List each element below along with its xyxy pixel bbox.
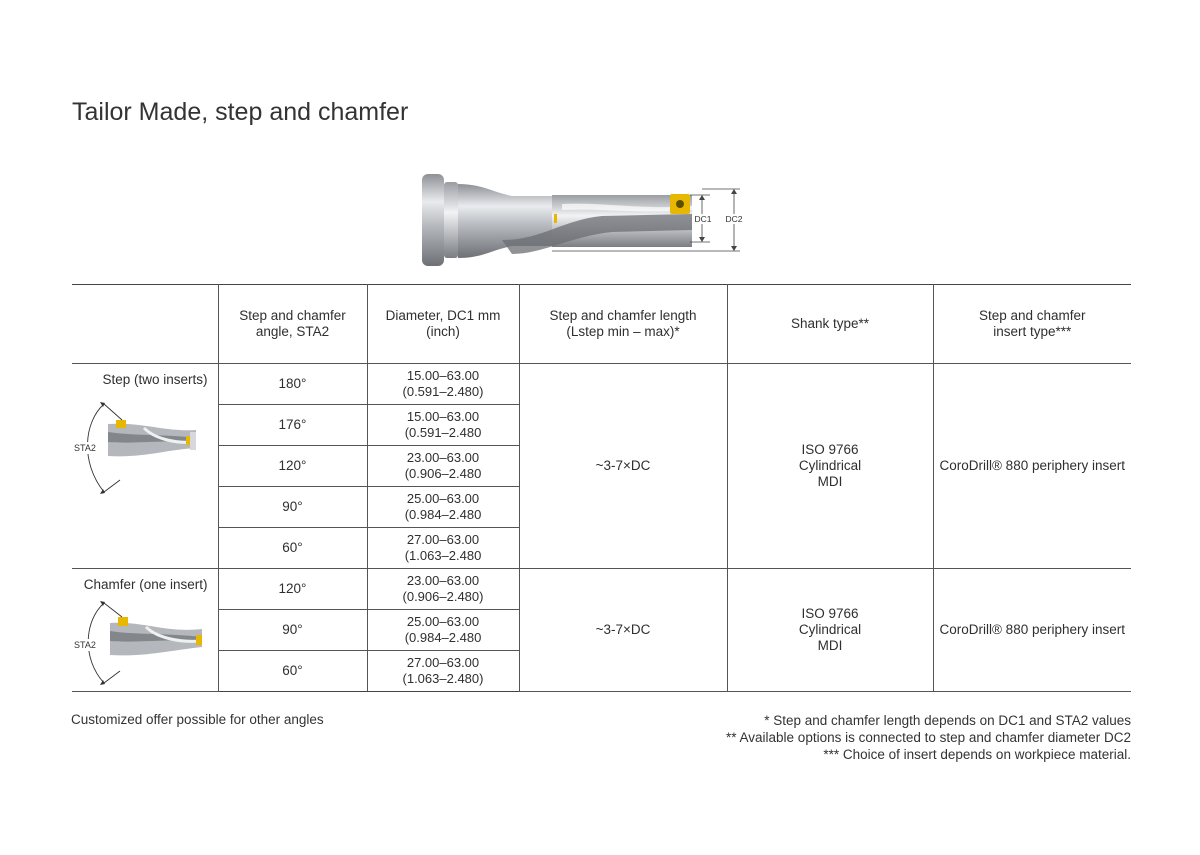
diameter-cell: 15.00–63.00 (0.591–2.480) <box>367 364 519 405</box>
angle-cell: 176° <box>218 405 367 446</box>
diameter-cell: 23.00–63.00 (0.906–2.480 <box>367 446 519 487</box>
footnote-left: Customized offer possible for other angles <box>71 712 324 727</box>
table-header-row <box>72 285 1131 364</box>
diameter-cell: 25.00–63.00 (0.984–2.480 <box>367 487 519 528</box>
diameter-cell: 27.00–63.00 (1.063–2.480 <box>367 528 519 569</box>
flange <box>422 174 444 266</box>
footnote: *** Choice of insert depends on workpiece material. <box>823 747 1131 762</box>
angle-cell: 120° <box>218 446 367 487</box>
drill-illustration <box>412 170 752 270</box>
angle-cell: 90° <box>218 487 367 528</box>
sta2-label: STA2 <box>74 640 96 650</box>
angle-cell: 60° <box>218 528 367 569</box>
group-cell-chamfer <box>72 569 218 692</box>
page-title: Tailor Made, step and chamfer <box>72 98 409 126</box>
angle-cell: 180° <box>218 364 367 405</box>
insert-type-cell: CoroDrill® 880 periphery insert <box>933 569 1131 692</box>
table-row <box>72 569 1131 610</box>
column-header: Step and chamfer length (Lstep min – max)* <box>519 285 727 364</box>
dc1-label: DC1 <box>694 214 712 224</box>
group-cell-step <box>72 364 218 569</box>
angle-cell: 90° <box>218 610 367 651</box>
footnote: ** Available options is connected to step and chamfer diameter DC2 <box>726 730 1131 745</box>
diameter-cell: 27.00–63.00 (1.063–2.480) <box>367 651 519 692</box>
footnotes-right <box>726 712 1131 763</box>
column-header <box>72 285 218 364</box>
dc2-label: DC2 <box>725 214 743 224</box>
chamfer-drill-icon <box>74 597 204 689</box>
length-cell: ~3-7×DC <box>519 569 727 692</box>
angle-cell: 60° <box>218 651 367 692</box>
footnote: * Step and chamfer length depends on DC1 and STA2 values <box>764 713 1131 728</box>
shank-cell: ISO 9766 Cylindrical MDI <box>727 364 933 569</box>
group-label: Chamfer (one insert) <box>83 577 208 592</box>
shank-cell: ISO 9766 Cylindrical MDI <box>727 569 933 692</box>
column-header: Shank type** <box>727 285 933 364</box>
column-header: Step and chamfer insert type*** <box>933 285 1131 364</box>
group-label: Step (two inserts) <box>102 372 208 387</box>
angle-cell: 120° <box>218 569 367 610</box>
spec-table <box>72 284 1131 692</box>
insert-type-cell: CoroDrill® 880 periphery insert <box>933 364 1131 569</box>
diameter-cell: 25.00–63.00 (0.984–2.480 <box>367 610 519 651</box>
diameter-cell: 23.00–63.00 (0.906–2.480) <box>367 569 519 610</box>
table-row <box>72 364 1131 405</box>
sta2-label: STA2 <box>74 443 96 453</box>
step-drill-icon <box>74 392 204 502</box>
column-header: Step and chamfer angle, STA2 <box>218 285 367 364</box>
diameter-cell: 15.00–63.00 (0.591–2.480 <box>367 405 519 446</box>
length-cell: ~3-7×DC <box>519 364 727 569</box>
column-header: Diameter, DC1 mm (inch) <box>367 285 519 364</box>
